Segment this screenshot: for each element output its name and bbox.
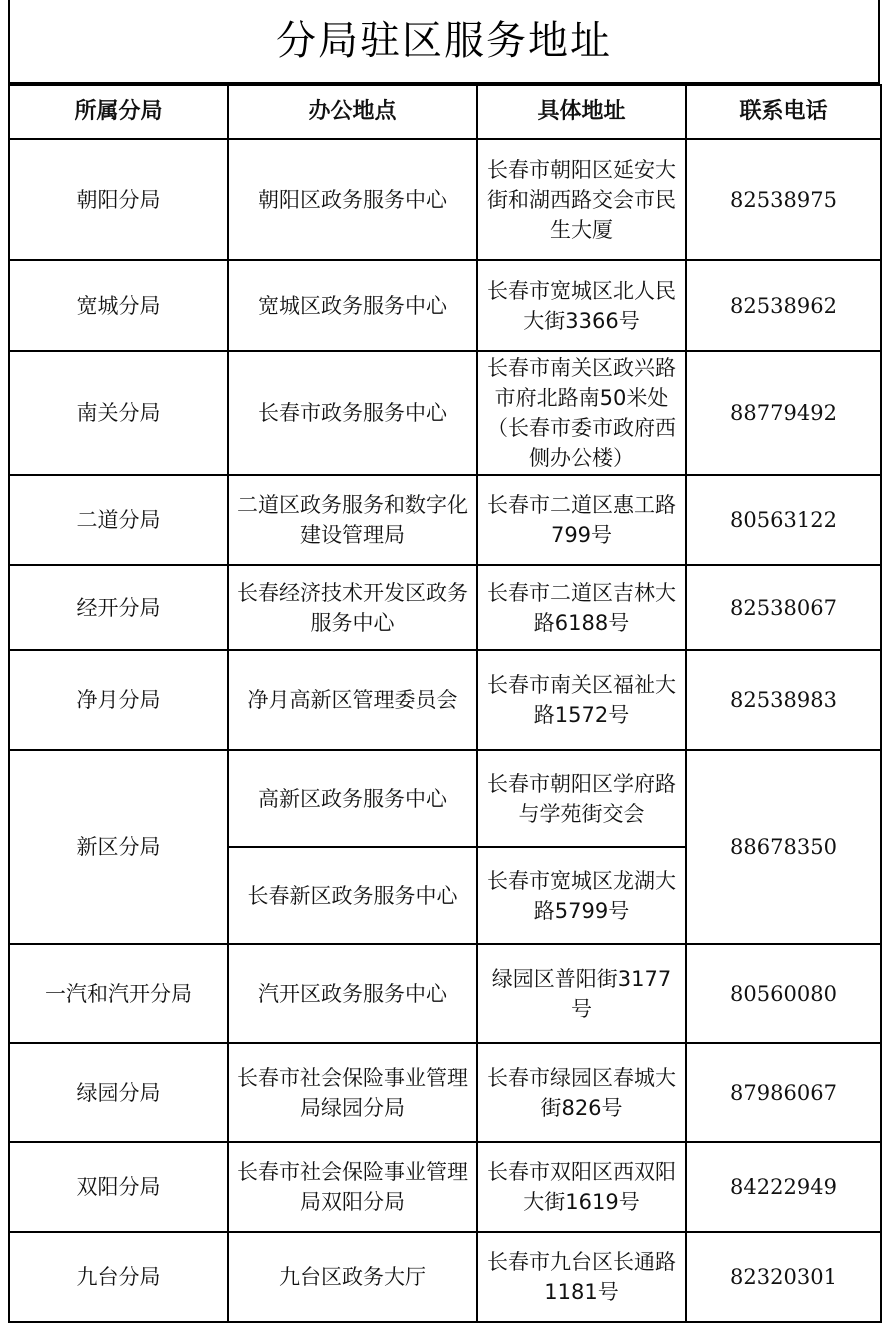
office-cell: 朝阳区政务服务中心 [228,139,477,260]
address-cell: 长春市宽城区北人民大街3366号 [477,260,686,351]
address-cell: 长春市宽城区龙湖大路5799号 [477,847,686,944]
branch-cell: 九台分局 [9,1232,228,1322]
phone-cell: 88779492 [686,351,881,475]
address-cell: 长春市双阳区西双阳大街1619号 [477,1142,686,1232]
office-cell: 宽城区政务服务中心 [228,260,477,351]
branch-cell: 经开分局 [9,565,228,650]
address-cell: 长春市二道区吉林大路6188号 [477,565,686,650]
branch-cell: 一汽和汽开分局 [9,944,228,1043]
office-cell: 长春市社会保险事业管理局绿园分局 [228,1043,477,1142]
office-cell: 长春新区政务服务中心 [228,847,477,944]
branch-cell: 净月分局 [9,650,228,750]
office-cell: 高新区政务服务中心 [228,750,477,847]
branch-cell: 宽城分局 [9,260,228,351]
table-row [9,944,881,1043]
branch-cell: 绿园分局 [9,1043,228,1142]
office-cell: 九台区政务大厅 [228,1232,477,1322]
table-row [9,260,881,351]
address-cell: 长春市南关区福祉大路1572号 [477,650,686,750]
table-row [9,1142,881,1232]
address-cell: 绿园区普阳街3177号 [477,944,686,1043]
header-office: 办公地点 [228,85,477,139]
table-row [9,750,881,847]
header-row [9,85,881,139]
office-cell: 长春市社会保险事业管理局双阳分局 [228,1142,477,1232]
table-row [9,139,881,260]
branch-cell: 朝阳分局 [9,139,228,260]
office-cell: 长春市政务服务中心 [228,351,477,475]
table-row [9,650,881,750]
table-row [9,351,881,475]
office-cell: 汽开区政务服务中心 [228,944,477,1043]
header-address: 具体地址 [477,85,686,139]
title-row [8,0,880,84]
office-cell: 净月高新区管理委员会 [228,650,477,750]
table-row [9,1043,881,1142]
office-cell: 长春经济技术开发区政务服务中心 [228,565,477,650]
branch-cell: 二道分局 [9,475,228,565]
table-row [9,565,881,650]
address-cell: 长春市二道区惠工路799号 [477,475,686,565]
phone-cell: 82538067 [686,565,881,650]
page-title: 分局驻区服务地址 [276,17,612,64]
address-cell: 长春市朝阳区延安大街和湖西路交会市民生大厦 [477,139,686,260]
phone-cell: 84222949 [686,1142,881,1232]
header-branch: 所属分局 [9,85,228,139]
phone-cell: 82320301 [686,1232,881,1322]
address-cell: 长春市绿园区春城大街826号 [477,1043,686,1142]
phone-cell: 80560080 [686,944,881,1043]
table-row [9,475,881,565]
address-cell: 长春市九台区长通路1181号 [477,1232,686,1322]
phone-cell: 87986067 [686,1043,881,1142]
table-row [9,1232,881,1322]
address-cell: 长春市南关区政兴路市府北路南50米处（长春市委市政府西侧办公楼） [477,351,686,475]
phone-cell: 82538975 [686,139,881,260]
address-cell: 长春市朝阳区学府路与学苑街交会 [477,750,686,847]
branch-cell: 南关分局 [9,351,228,475]
phone-cell: 82538962 [686,260,881,351]
header-phone: 联系电话 [686,85,881,139]
phone-cell: 80563122 [686,475,881,565]
address-table [8,84,882,1323]
branch-cell: 双阳分局 [9,1142,228,1232]
office-cell: 二道区政务服务和数字化建设管理局 [228,475,477,565]
branch-cell: 新区分局 [9,750,228,944]
phone-cell: 82538983 [686,650,881,750]
phone-cell: 88678350 [686,750,881,944]
